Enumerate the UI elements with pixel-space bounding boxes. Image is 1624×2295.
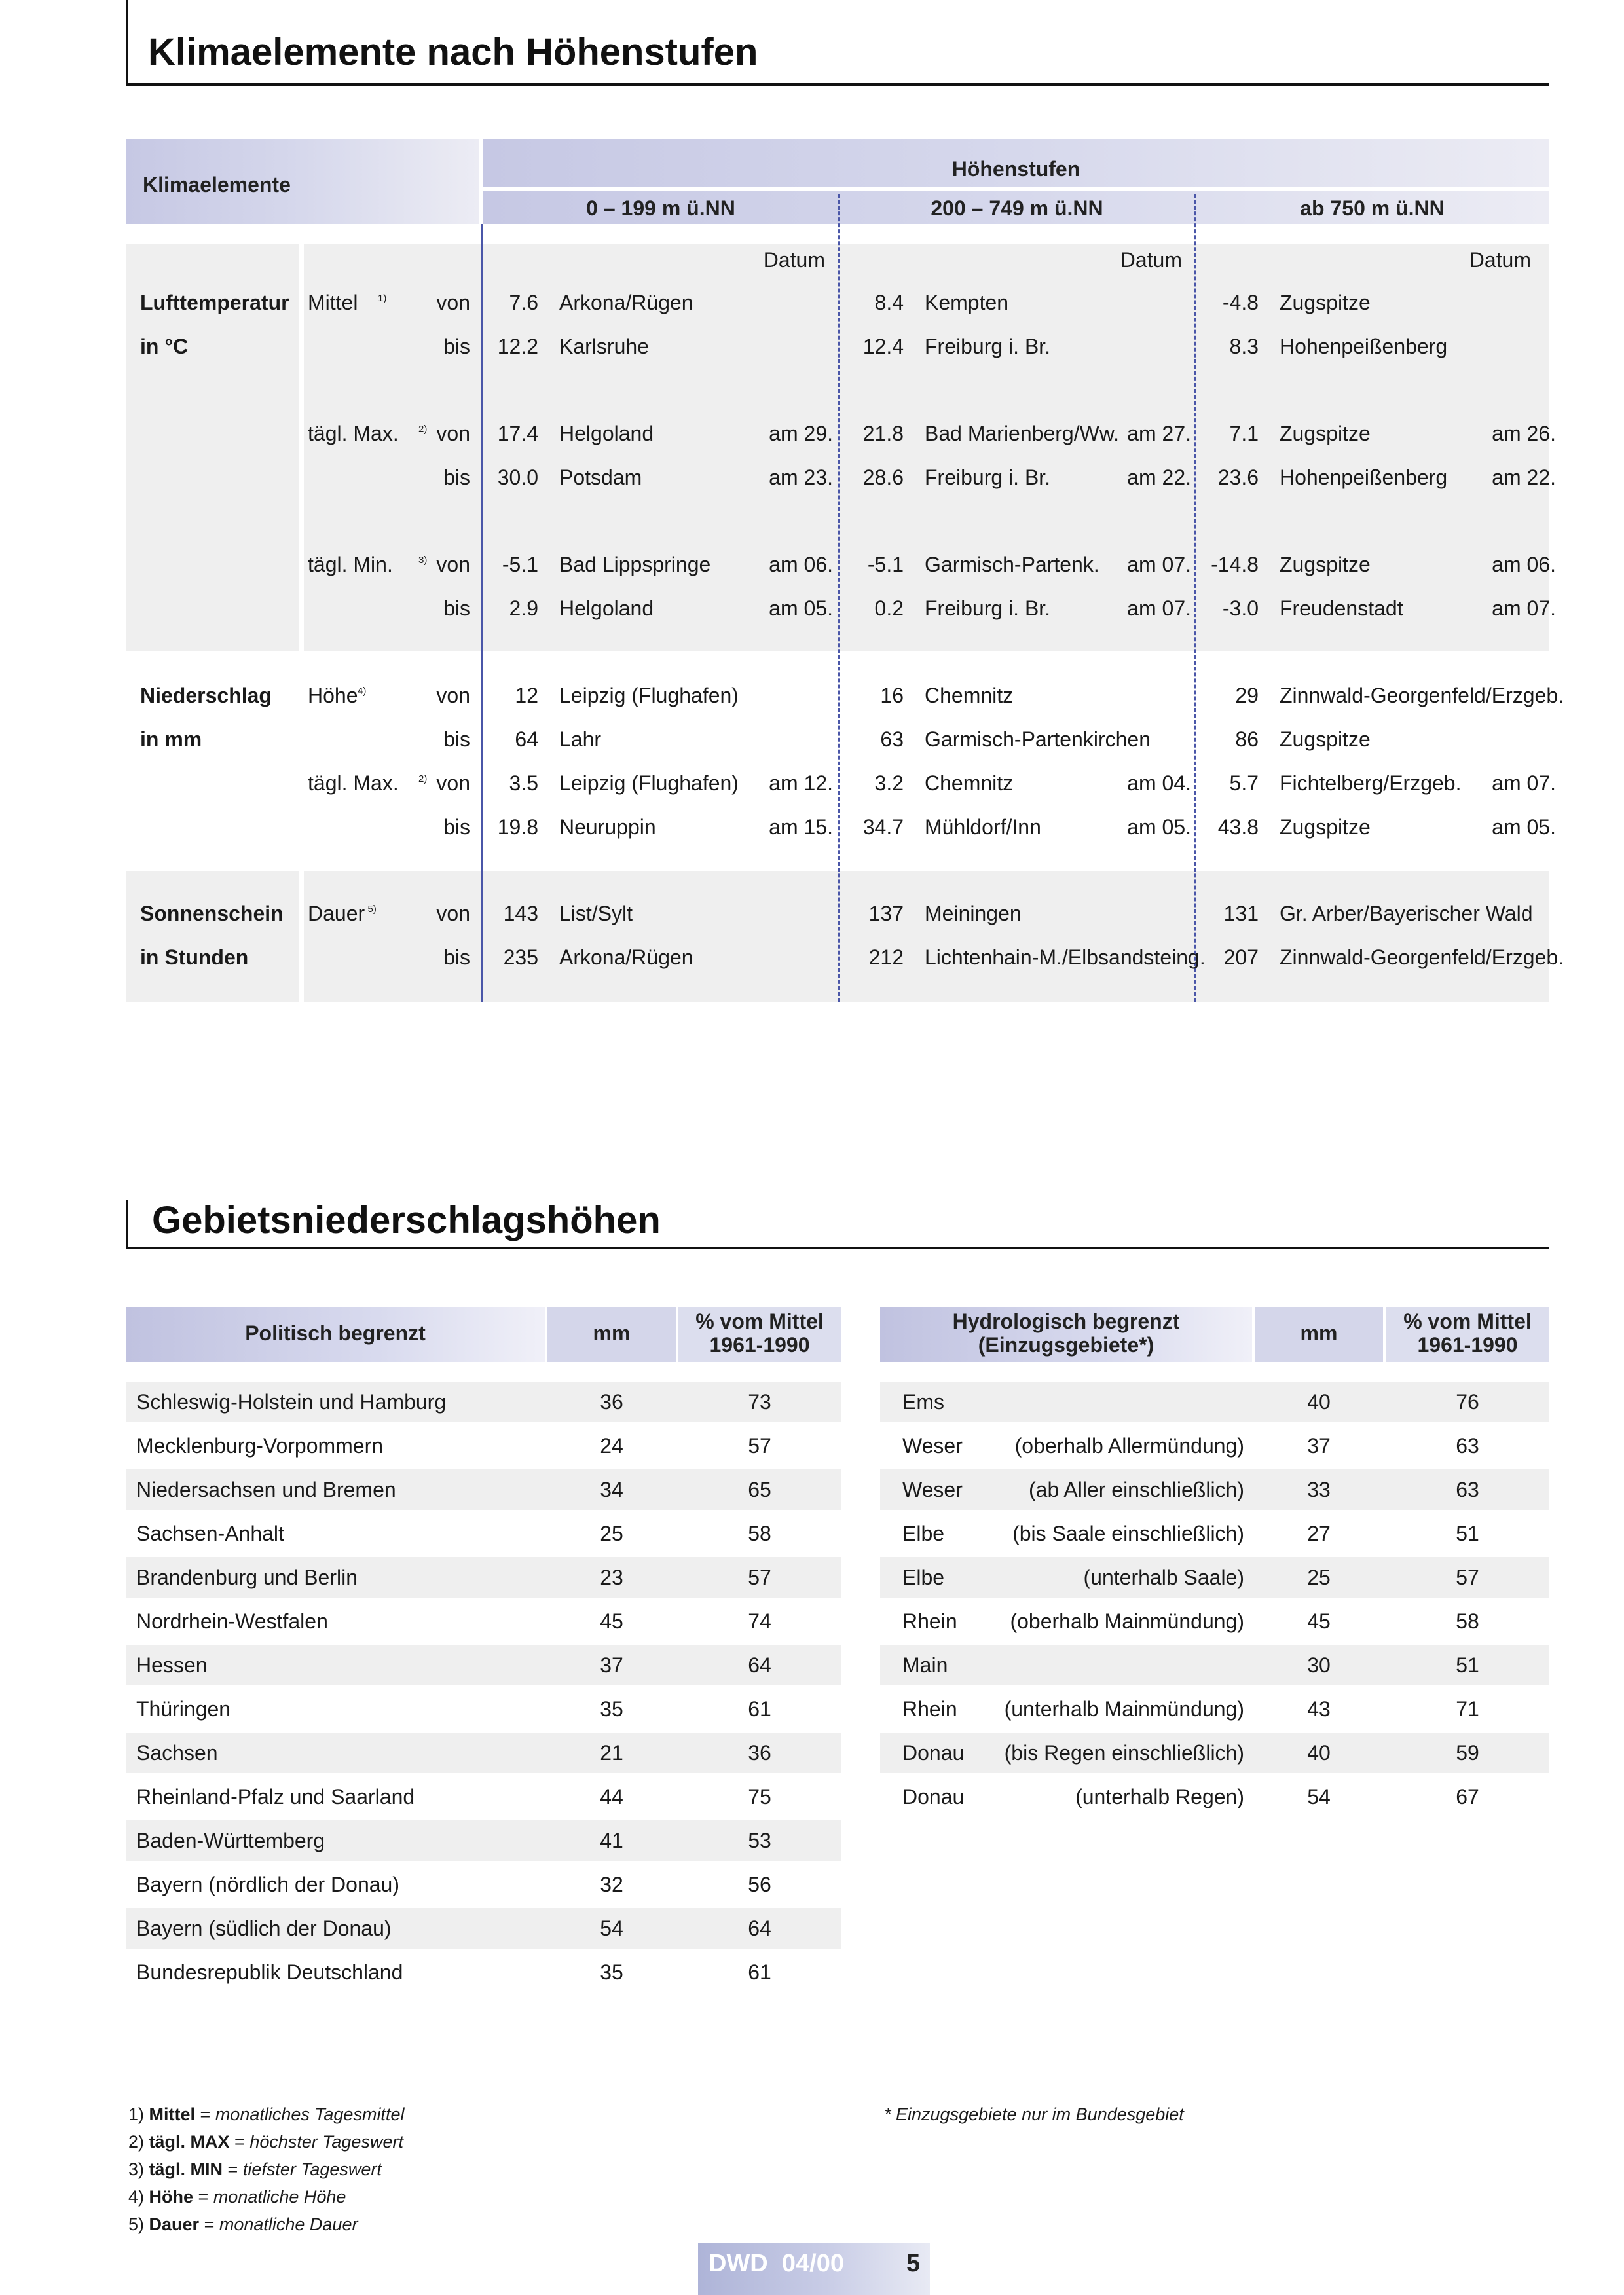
cell-value: 235 — [503, 946, 538, 969]
header-col1: 0 – 199 m ü.NN — [586, 196, 735, 220]
river-section: (ab Aller einschließlich) — [1028, 1478, 1244, 1501]
row-von-bis: bis — [443, 466, 470, 489]
group-temp-line1: Lufttemperatur — [140, 291, 289, 314]
footnote-number: 1) — [128, 2104, 145, 2124]
region-pct: 64 — [748, 1653, 771, 1677]
region-pct: 75 — [748, 1785, 771, 1808]
cell-date: am 22. — [1127, 466, 1191, 489]
region-mm: 21 — [600, 1741, 623, 1765]
cell-station: Lichtenhain-M./Elbsandsteing. — [925, 946, 1206, 969]
cell-value: 207 — [1223, 946, 1259, 969]
river-pct: 67 — [1456, 1785, 1479, 1808]
river-pct: 76 — [1456, 1390, 1479, 1414]
lt-header-pct-2: 1961-1990 — [709, 1333, 810, 1357]
river-mm: 45 — [1307, 1609, 1331, 1633]
group-nied-line1: Niederschlag — [140, 684, 272, 707]
footnote-space — [144, 2159, 149, 2179]
footnote-space — [144, 2132, 149, 2152]
cell-station: Helgoland — [559, 422, 654, 445]
region-name: Rheinland-Pfalz und Saarland — [136, 1785, 415, 1808]
footnote-space — [144, 2104, 149, 2124]
cell-value: 34.7 — [862, 815, 904, 839]
region-pct: 58 — [748, 1522, 771, 1545]
cell-station: Zugspitze — [1280, 291, 1371, 314]
cell-station: Arkona/Rügen — [559, 291, 693, 314]
cell-value: 63 — [880, 727, 904, 751]
row-sublabel: tägl. Min. — [308, 553, 393, 576]
cell-date: am 07. — [1127, 597, 1191, 620]
cell-value: 23.6 — [1217, 466, 1259, 489]
river-section: (unterhalb Saale) — [1083, 1566, 1244, 1589]
col-line-dashed-1 — [838, 194, 840, 1002]
footnote-line — [128, 2128, 403, 2156]
region-name: Bayern (südlich der Donau) — [136, 1917, 392, 1940]
group-sonne-line1: Sonnenschein — [140, 902, 284, 925]
cell-station: Mühldorf/Inn — [925, 815, 1041, 839]
row-von-bis: von — [436, 422, 470, 445]
title-underline-2 — [126, 1247, 1549, 1249]
cell-date: am 27. — [1127, 422, 1191, 445]
footnote-eq: = — [199, 2214, 219, 2234]
rt-header-mm: mm — [1300, 1321, 1338, 1345]
region-pct: 57 — [748, 1566, 771, 1589]
region-mm: 41 — [600, 1829, 623, 1852]
row-von-bis: bis — [443, 597, 470, 620]
region-mm: 25 — [600, 1522, 623, 1545]
datum-label-1: Datum — [763, 248, 825, 272]
cell-station: Leipzig (Flughafen) — [559, 684, 739, 707]
header-hoehenstufen: Höhenstufen — [951, 157, 1080, 181]
cell-date: am 05. — [769, 597, 833, 620]
footnote-einzugsgebiete: * Einzugsgebiete nur im Bundesgebiet — [884, 2104, 1184, 2124]
cell-station: Leipzig (Flughafen) — [559, 771, 739, 795]
cell-value: 12.4 — [862, 335, 904, 358]
cell-date: am 29. — [769, 422, 833, 445]
cell-station: Freudenstadt — [1280, 597, 1403, 620]
cell-value: 64 — [515, 727, 538, 751]
region-pct: 65 — [748, 1478, 771, 1501]
footnote-term: tägl. MIN — [149, 2159, 223, 2179]
river-section: (oberhalb Mainmündung) — [1010, 1609, 1244, 1633]
region-name: Sachsen-Anhalt — [136, 1522, 284, 1545]
footnote-space — [144, 2187, 149, 2207]
region-mm: 36 — [600, 1390, 623, 1414]
cell-value: 17.4 — [497, 422, 538, 445]
footnote-space — [144, 2214, 149, 2234]
cell-value: 7.1 — [1229, 422, 1259, 445]
river-name: Elbe — [902, 1566, 945, 1589]
cell-station: Arkona/Rügen — [559, 946, 693, 969]
footnote-term: Höhe — [149, 2187, 194, 2207]
region-name: Niedersachsen und Bremen — [136, 1478, 396, 1501]
cell-value: 21.8 — [862, 422, 904, 445]
header-col3: ab 750 m ü.NN — [1300, 196, 1445, 220]
cell-value: 3.2 — [874, 771, 904, 795]
cell-station: Zugspitze — [1280, 553, 1371, 576]
footnote-term: Mittel — [149, 2104, 196, 2124]
row-von-bis: von — [436, 291, 470, 314]
river-section: (oberhalb Allermündung) — [1014, 1434, 1244, 1458]
rt-header-pct-2: 1961-1990 — [1417, 1333, 1518, 1357]
region-name: Bundesrepublik Deutschland — [136, 1960, 403, 1984]
row-von-bis: von — [436, 771, 470, 795]
separator — [299, 244, 304, 651]
rt-header-hydro-1: Hydrologisch begrenzt — [952, 1310, 1180, 1333]
region-name: Mecklenburg-Vorpommern — [136, 1434, 384, 1458]
river-pct: 71 — [1456, 1697, 1479, 1721]
row-footnote-mark: 5) — [367, 904, 377, 915]
cell-station: Freiburg i. Br. — [925, 466, 1051, 489]
region-pct: 36 — [748, 1741, 771, 1765]
cell-station: Gr. Arber/Bayerischer Wald — [1280, 902, 1533, 925]
cell-value: 28.6 — [862, 466, 904, 489]
footnote-desc: monatliche Höhe — [213, 2187, 346, 2207]
river-pct: 58 — [1456, 1609, 1479, 1633]
region-pct: 74 — [748, 1609, 771, 1633]
cell-date: am 07. — [1492, 771, 1556, 795]
cell-date: am 05. — [1127, 815, 1191, 839]
region-name: Brandenburg und Berlin — [136, 1566, 358, 1589]
row-footnote-mark: 2) — [418, 424, 428, 435]
cell-date: am 26. — [1492, 422, 1556, 445]
footnote-term: tägl. MAX — [149, 2132, 230, 2152]
river-section: (unterhalb Mainmündung) — [1004, 1697, 1244, 1721]
river-section: (unterhalb Regen) — [1075, 1785, 1244, 1808]
cell-value: 12.2 — [497, 335, 538, 358]
region-mm: 24 — [600, 1434, 623, 1458]
river-pct: 59 — [1456, 1741, 1479, 1765]
group-nied-line2: in mm — [140, 727, 202, 751]
region-name: Bayern (nördlich der Donau) — [136, 1873, 399, 1896]
page-footer-issue: DWD 04/00 — [709, 2250, 844, 2277]
footnote-line — [128, 2183, 346, 2211]
region-mm: 32 — [600, 1873, 623, 1896]
footnote-desc: monatliche Dauer — [219, 2214, 358, 2234]
row-von-bis: von — [436, 684, 470, 707]
cell-value: 5.7 — [1229, 771, 1259, 795]
cell-station: Hohenpeißenberg — [1280, 335, 1448, 358]
cell-value: 143 — [503, 902, 538, 925]
river-section: (bis Regen einschließlich) — [1004, 1741, 1244, 1765]
row-footnote-mark: 3) — [418, 555, 428, 566]
cell-value: 137 — [868, 902, 904, 925]
datum-label-2: Datum — [1120, 248, 1182, 272]
col-line-dashed-2 — [1194, 194, 1196, 1002]
cell-station: Lahr — [559, 727, 602, 751]
footnote-eq: = — [193, 2187, 213, 2207]
row-von-bis: bis — [443, 946, 470, 969]
cell-value: -5.1 — [502, 553, 538, 576]
river-name: Weser — [902, 1478, 963, 1501]
cell-date: am 07. — [1492, 597, 1556, 620]
river-pct: 63 — [1456, 1478, 1479, 1501]
cell-date: am 07. — [1127, 553, 1191, 576]
cell-station: Bad Lippspringe — [559, 553, 711, 576]
cell-station: Zinnwald-Georgenfeld/Erzgeb. — [1280, 684, 1564, 707]
footnote-desc: monatliches Tagesmittel — [215, 2104, 405, 2124]
cell-station: Chemnitz — [925, 771, 1014, 795]
title-bar-left-2 — [126, 1200, 128, 1249]
rt-header-hydro-2: (Einzugsgebiete*) — [978, 1333, 1154, 1357]
river-name: Elbe — [902, 1522, 945, 1545]
row-sublabel: tägl. Max. — [308, 771, 399, 795]
title-underline — [126, 83, 1549, 86]
river-name: Donau — [902, 1741, 965, 1765]
lt-header-politisch: Politisch begrenzt — [245, 1321, 426, 1345]
cell-station: Zugspitze — [1280, 727, 1371, 751]
cell-station: Kempten — [925, 291, 1009, 314]
river-pct: 63 — [1456, 1434, 1479, 1458]
cell-value: -3.0 — [1222, 597, 1259, 620]
cell-date: am 06. — [1492, 553, 1556, 576]
river-pct: 57 — [1456, 1566, 1479, 1589]
cell-date: am 15. — [769, 815, 833, 839]
region-mm: 44 — [600, 1785, 623, 1808]
cell-station: Fichtelberg/Erzgeb. — [1280, 771, 1462, 795]
cell-station: Garmisch-Partenkirchen — [925, 727, 1151, 751]
footnote-number: 4) — [128, 2187, 145, 2207]
separator — [299, 871, 304, 1002]
row-sublabel: Mittel — [308, 291, 358, 314]
river-name: Rhein — [902, 1609, 957, 1633]
region-mm: 35 — [600, 1697, 623, 1721]
row-footnote-mark: 4) — [358, 686, 367, 697]
region-pct: 56 — [748, 1873, 771, 1896]
cell-station: Zugspitze — [1280, 422, 1371, 445]
river-name: Donau — [902, 1785, 965, 1808]
region-mm: 35 — [600, 1960, 623, 1984]
cell-date: am 04. — [1127, 771, 1191, 795]
row-von-bis: von — [436, 553, 470, 576]
region-name: Schleswig-Holstein und Hamburg — [136, 1390, 447, 1414]
region-name: Nordrhein-Westfalen — [136, 1609, 328, 1633]
datum-label-3: Datum — [1469, 248, 1531, 272]
row-von-bis: bis — [443, 335, 470, 358]
cell-station: Neuruppin — [559, 815, 656, 839]
cell-value: 12 — [515, 684, 538, 707]
cell-value: 3.5 — [509, 771, 538, 795]
river-mm: 27 — [1307, 1522, 1331, 1545]
cell-station: Garmisch-Partenk. — [925, 553, 1099, 576]
region-pct: 64 — [748, 1917, 771, 1940]
cell-station: Chemnitz — [925, 684, 1014, 707]
cell-station: List/Sylt — [559, 902, 633, 925]
footnote-number: 5) — [128, 2214, 145, 2234]
river-mm: 43 — [1307, 1697, 1331, 1721]
cell-date: am 05. — [1492, 815, 1556, 839]
footnote-eq: = — [223, 2159, 243, 2179]
river-mm: 30 — [1307, 1653, 1331, 1677]
header-klimaelemente: Klimaelemente — [143, 173, 291, 196]
region-pct: 57 — [748, 1434, 771, 1458]
footnote-eq: = — [195, 2104, 215, 2124]
cell-value: 131 — [1223, 902, 1259, 925]
cell-station: Meiningen — [925, 902, 1022, 925]
footnote-term: Dauer — [149, 2214, 200, 2234]
cell-value: 43.8 — [1217, 815, 1259, 839]
cell-station: Zinnwald-Georgenfeld/Erzgeb. — [1280, 946, 1564, 969]
region-mm: 45 — [600, 1609, 623, 1633]
row-sublabel: Dauer — [308, 902, 365, 925]
header-col2: 200 – 749 m ü.NN — [931, 196, 1103, 220]
cell-station: Freiburg i. Br. — [925, 597, 1051, 620]
cell-value: -14.8 — [1211, 553, 1259, 576]
cell-station: Potsdam — [559, 466, 642, 489]
river-mm: 40 — [1307, 1741, 1331, 1765]
cell-value: 2.9 — [509, 597, 538, 620]
row-von-bis: von — [436, 902, 470, 925]
group-temp-line2: in °C — [140, 335, 189, 358]
cell-date: am 22. — [1492, 466, 1556, 489]
row-sublabel: tägl. Max. — [308, 422, 399, 445]
river-mm: 37 — [1307, 1434, 1331, 1458]
cell-value: -5.1 — [867, 553, 904, 576]
cell-value: 86 — [1235, 727, 1259, 751]
section-title-gebiet: Gebietsniederschlagshöhen — [152, 1199, 661, 1241]
cell-date: am 06. — [769, 553, 833, 576]
region-mm: 37 — [600, 1653, 623, 1677]
river-name: Main — [902, 1653, 948, 1677]
cell-station: Hohenpeißenberg — [1280, 466, 1448, 489]
region-name: Thüringen — [136, 1697, 231, 1721]
river-pct: 51 — [1456, 1522, 1479, 1545]
cell-station: Freiburg i. Br. — [925, 335, 1051, 358]
footnote-line — [128, 2156, 382, 2183]
row-von-bis: bis — [443, 815, 470, 839]
cell-value: 8.3 — [1229, 335, 1259, 358]
col-line-solid — [481, 224, 483, 1002]
group-sonne-line2: in Stunden — [140, 946, 249, 969]
river-name: Weser — [902, 1434, 963, 1458]
cell-value: 8.4 — [874, 291, 904, 314]
cell-value: 16 — [880, 684, 904, 707]
title-bar-left — [126, 0, 128, 85]
river-mm: 33 — [1307, 1478, 1331, 1501]
cell-value: 19.8 — [497, 815, 538, 839]
cell-station: Zugspitze — [1280, 815, 1371, 839]
cell-station: Helgoland — [559, 597, 654, 620]
river-mm: 25 — [1307, 1566, 1331, 1589]
cell-value: 0.2 — [874, 597, 904, 620]
region-mm: 54 — [600, 1917, 623, 1940]
row-von-bis: bis — [443, 727, 470, 751]
region-pct: 61 — [748, 1697, 771, 1721]
region-name: Baden-Württemberg — [136, 1829, 325, 1852]
page-number: 5 — [906, 2250, 921, 2277]
region-pct: 61 — [748, 1960, 771, 1984]
cell-value: 30.0 — [497, 466, 538, 489]
footnote-desc: höchster Tageswert — [249, 2132, 403, 2152]
footnote-desc: tiefster Tageswert — [242, 2159, 382, 2179]
river-section: (bis Saale einschließlich) — [1012, 1522, 1244, 1545]
section-title-klima: Klimaelemente nach Höhenstufen — [148, 31, 758, 73]
cell-date: am 12. — [769, 771, 833, 795]
rt-header-pct-1: % vom Mittel — [1403, 1310, 1532, 1333]
river-mm: 54 — [1307, 1785, 1331, 1808]
cell-value: 7.6 — [509, 291, 538, 314]
cell-station: Karlsruhe — [559, 335, 649, 358]
row-footnote-mark: 2) — [418, 773, 428, 784]
region-name: Sachsen — [136, 1741, 218, 1765]
row-sublabel: Höhe — [308, 684, 358, 707]
cell-value: 212 — [868, 946, 904, 969]
footnote-number: 2) — [128, 2132, 145, 2152]
cell-value: -4.8 — [1222, 291, 1259, 314]
footnote-line — [128, 2101, 404, 2128]
cell-date: am 23. — [769, 466, 833, 489]
footnote-number: 3) — [128, 2159, 145, 2179]
region-pct: 73 — [748, 1390, 771, 1414]
river-name: Rhein — [902, 1697, 957, 1721]
lt-header-pct-1: % vom Mittel — [695, 1310, 824, 1333]
region-mm: 34 — [600, 1478, 623, 1501]
river-name: Ems — [902, 1390, 944, 1414]
footnote-line — [128, 2211, 358, 2238]
footnote-eq: = — [229, 2132, 250, 2152]
river-mm: 40 — [1307, 1390, 1331, 1414]
cell-value: 29 — [1235, 684, 1259, 707]
region-name: Hessen — [136, 1653, 208, 1677]
region-mm: 23 — [600, 1566, 623, 1589]
region-pct: 53 — [748, 1829, 771, 1852]
river-pct: 51 — [1456, 1653, 1479, 1677]
cell-station: Bad Marienberg/Ww. — [925, 422, 1120, 445]
lt-header-mm: mm — [593, 1321, 631, 1345]
row-footnote-mark: 1) — [378, 293, 387, 304]
